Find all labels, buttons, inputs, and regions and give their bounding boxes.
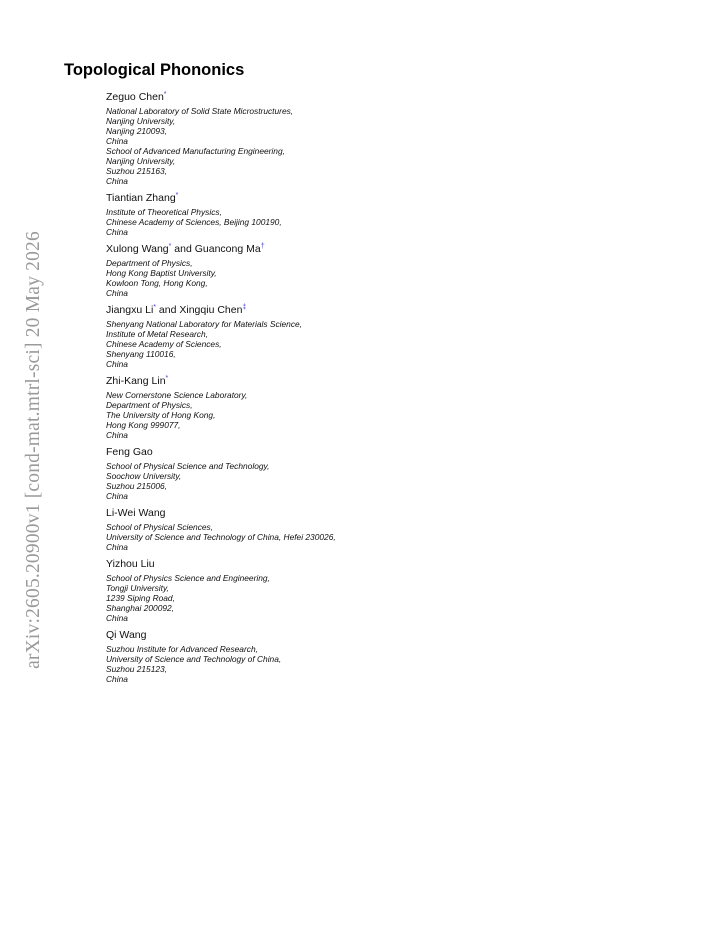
author-affiliation	[106, 106, 666, 186]
affiliation-line: China	[106, 491, 128, 501]
affiliation-line: China	[106, 136, 128, 146]
affiliation-line: China	[106, 613, 128, 623]
author-block	[106, 304, 666, 369]
author-name: Yizhou Liu	[106, 558, 155, 570]
affiliation-line: University of Science and Technology of China, Hefei 230026,	[106, 532, 336, 542]
affiliation-line: University of Science and Technology of China,	[106, 654, 282, 664]
author-affiliation	[106, 207, 666, 237]
author-affiliation	[106, 319, 666, 369]
affiliation-line: Department of Physics,	[106, 400, 193, 410]
author-list	[106, 91, 666, 690]
author-affiliation	[106, 522, 666, 552]
author-block	[106, 192, 666, 237]
affiliation-line: Suzhou 215163,	[106, 166, 168, 176]
affiliation-line: Shanghai 200092,	[106, 603, 174, 613]
affiliation-line: Hong Kong Baptist University,	[106, 268, 217, 278]
affiliation-line: School of Advanced Manufacturing Engineering,	[106, 146, 285, 156]
affiliation-line: China	[106, 227, 128, 237]
author-names	[106, 91, 666, 104]
affiliation-line: Suzhou Institute for Advanced Research,	[106, 644, 258, 654]
author-footnote-mark[interactable]: *	[175, 192, 179, 199]
affiliation-line: School of Physical Science and Technology,	[106, 461, 270, 471]
affiliation-line: China	[106, 674, 128, 684]
author-separator: and	[171, 243, 195, 255]
author-name: Qi Wang	[106, 629, 147, 641]
author-names	[106, 558, 666, 571]
author-footnote-mark[interactable]: *	[168, 243, 172, 250]
author-name: Guancong Ma	[194, 243, 261, 255]
affiliation-line: Hong Kong 999077,	[106, 420, 181, 430]
affiliation-line: Kowloon Tong, Hong Kong,	[106, 278, 208, 288]
affiliation-line: Chinese Academy of Sciences,	[106, 339, 222, 349]
author-affiliation	[106, 390, 666, 440]
affiliation-line: Tongji University,	[106, 583, 169, 593]
author-name: Jiangxu Li	[106, 304, 154, 316]
author-block	[106, 507, 666, 552]
affiliation-line: School of Physics Science and Engineering,	[106, 573, 270, 583]
author-names	[106, 446, 666, 459]
affiliation-line: Chinese Academy of Sciences, Beijing 100190,	[106, 217, 282, 227]
affiliation-line: National Laboratory of Solid State Microstructures,	[106, 106, 294, 116]
author-names	[106, 304, 666, 317]
author-names	[106, 629, 666, 642]
affiliation-line: Institute of Metal Research,	[106, 329, 208, 339]
author-separator: and	[156, 304, 180, 316]
affiliation-line: China	[106, 542, 128, 552]
author-block	[106, 558, 666, 623]
affiliation-line: Suzhou 215006,	[106, 481, 168, 491]
author-name: Zhi-Kang Lin	[106, 375, 166, 387]
author-affiliation	[106, 258, 666, 298]
author-name: Feng Gao	[106, 446, 153, 458]
affiliation-line: China	[106, 430, 128, 440]
author-names	[106, 192, 666, 205]
affiliation-line: China	[106, 176, 128, 186]
author-block	[106, 243, 666, 298]
author-block	[106, 629, 666, 684]
affiliation-line: Nanjing University,	[106, 116, 176, 126]
author-name: Li-Wei Wang	[106, 507, 166, 519]
affiliation-line: China	[106, 359, 128, 369]
affiliation-line: School of Physical Sciences,	[106, 522, 214, 532]
affiliation-line: Nanjing University,	[106, 156, 176, 166]
affiliation-line: Institute of Theoretical Physics,	[106, 207, 222, 217]
author-block	[106, 375, 666, 440]
affiliation-line: New Cornerstone Science Laboratory,	[106, 390, 248, 400]
arxiv-identifier-stamp	[20, 200, 48, 700]
author-block	[106, 446, 666, 501]
author-footnote-mark[interactable]: †	[260, 243, 265, 250]
affiliation-line: Nanjing 210093,	[106, 126, 168, 136]
paper-title: Topological Phononics	[64, 61, 245, 79]
author-footnote-mark[interactable]: *	[153, 304, 157, 311]
author-footnote-mark[interactable]: ‡	[242, 304, 247, 311]
author-affiliation	[106, 644, 666, 684]
author-footnote-mark[interactable]: *	[163, 91, 167, 98]
affiliation-line: 1239 Siping Road,	[106, 593, 175, 603]
author-name: Xingqiu Chen	[179, 304, 243, 316]
author-names	[106, 507, 666, 520]
affiliation-line: China	[106, 288, 128, 298]
author-affiliation	[106, 573, 666, 623]
arxiv-identifier-text: arXiv:2605.20900v1 [cond-mat.mtrl-sci] 20 May 2026	[23, 231, 44, 669]
affiliation-line: Soochow University,	[106, 471, 182, 481]
author-names	[106, 375, 666, 388]
affiliation-line: The University of Hong Kong,	[106, 410, 216, 420]
author-name: Zeguo Chen	[106, 91, 164, 103]
author-name: Tiantian Zhang	[106, 192, 176, 204]
author-footnote-mark[interactable]: *	[165, 375, 169, 382]
affiliation-line: Shenyang 110016,	[106, 349, 176, 359]
affiliation-line: Department of Physics,	[106, 258, 193, 268]
author-name: Xulong Wang	[106, 243, 169, 255]
author-names	[106, 243, 666, 256]
author-affiliation	[106, 461, 666, 501]
affiliation-line: Shenyang National Laboratory for Materials Science,	[106, 319, 302, 329]
affiliation-line: Suzhou 215123,	[106, 664, 168, 674]
author-block	[106, 91, 666, 186]
